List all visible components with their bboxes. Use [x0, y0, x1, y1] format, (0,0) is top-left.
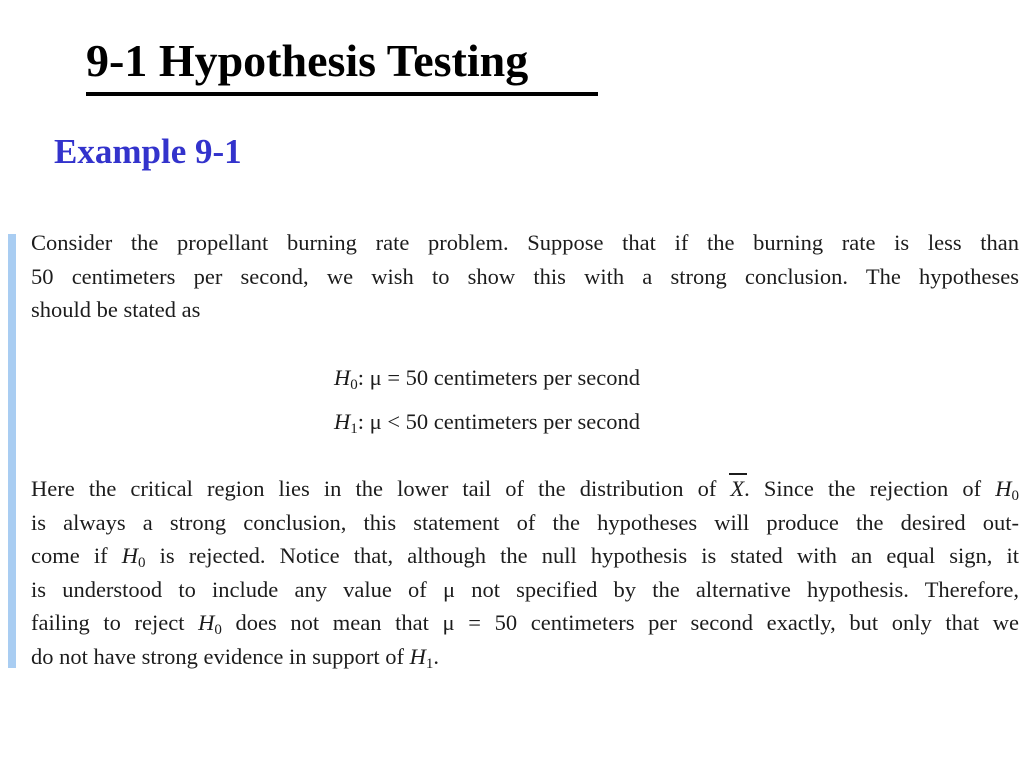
alternative-hypothesis: [334, 406, 640, 438]
alternative-hypothesis-operator: <: [387, 409, 401, 434]
discussion-line-5: [31, 606, 1019, 640]
mu-symbol: μ: [442, 576, 456, 602]
intro-line-1: Consider the propellant burning rate problem. Suppose that if the burning rate is less than: [31, 230, 1019, 255]
alternative-hypothesis-value: 50 centimeters per second: [405, 409, 640, 434]
null-hypothesis: [334, 362, 640, 394]
intro-line-3: should be stated as: [31, 297, 201, 323]
discussion-line-1-text-b: . Since the rejection of: [744, 476, 996, 501]
h0-symbol: H: [995, 476, 1012, 501]
discussion-line-3: [31, 539, 1019, 573]
discussion-line-4: [31, 573, 1019, 607]
h0-subscript: 0: [214, 622, 222, 639]
alternative-hypothesis-colon: :: [357, 409, 365, 434]
slide-title: 9-1 Hypothesis Testing: [86, 30, 598, 96]
discussion-line-5-text-a: failing to reject: [31, 610, 199, 636]
discussion-paragraph: [31, 472, 1019, 674]
discussion-line-6-text-a: do not have strong evidence in support of: [31, 643, 410, 669]
discussion-line-1: [31, 472, 1019, 506]
alternative-hypothesis-subscript: 1: [350, 421, 358, 437]
discussion-line-5-text-b: does not mean that: [221, 610, 443, 636]
discussion-line-1-text-a: Here the critical region lies in the lower tail of the distribution of: [31, 476, 731, 501]
example-heading: Example 9-1: [54, 132, 242, 171]
alternative-hypothesis-symbol: H: [334, 409, 351, 434]
discussion-line-6: [31, 640, 1019, 674]
h1-subscript: 1: [425, 655, 434, 672]
equals-sign: =: [454, 610, 495, 636]
alternative-hypothesis-param: μ: [369, 409, 382, 434]
h0-subscript: 0: [1011, 488, 1019, 504]
h0-symbol: H: [121, 543, 138, 569]
discussion-line-2: is always a strong conclusion, this statement of the hypotheses will produce the desired out-: [31, 509, 1019, 535]
mu-symbol: μ: [442, 610, 455, 636]
discussion-line-4-text-a: is understood to include any value of: [31, 576, 443, 602]
h1-symbol: H: [409, 643, 426, 669]
intro-paragraph: [31, 226, 1019, 327]
intro-line-2: 50 centimeters per second, we wish to show this with a strong conclusion. The hypotheses: [31, 263, 1019, 289]
null-hypothesis-param: μ: [369, 365, 382, 390]
h0-symbol: H: [198, 610, 215, 636]
null-hypothesis-colon: :: [357, 365, 365, 390]
discussion-line-5-text-c: 50 centimeters per second exactly, but only that we: [494, 610, 1019, 636]
null-hypothesis-value: 50 centimeters per second: [405, 365, 640, 390]
null-hypothesis-operator: =: [387, 365, 401, 390]
discussion-line-6-text-b: .: [433, 643, 440, 669]
h0-subscript: 0: [137, 555, 146, 572]
null-hypothesis-subscript: 0: [350, 377, 358, 393]
x-bar-symbol: X: [730, 472, 744, 506]
null-hypothesis-symbol: H: [334, 365, 351, 390]
quote-accent-bar: [8, 234, 16, 668]
discussion-line-4-text-b: not specified by the alternative hypothesis. Therefore,: [455, 576, 1019, 602]
discussion-line-3-text-b: is rejected. Notice that, although the null hypothesis is stated with an equal sign, it: [145, 543, 1020, 569]
discussion-line-3-text-a: come if: [31, 543, 122, 569]
